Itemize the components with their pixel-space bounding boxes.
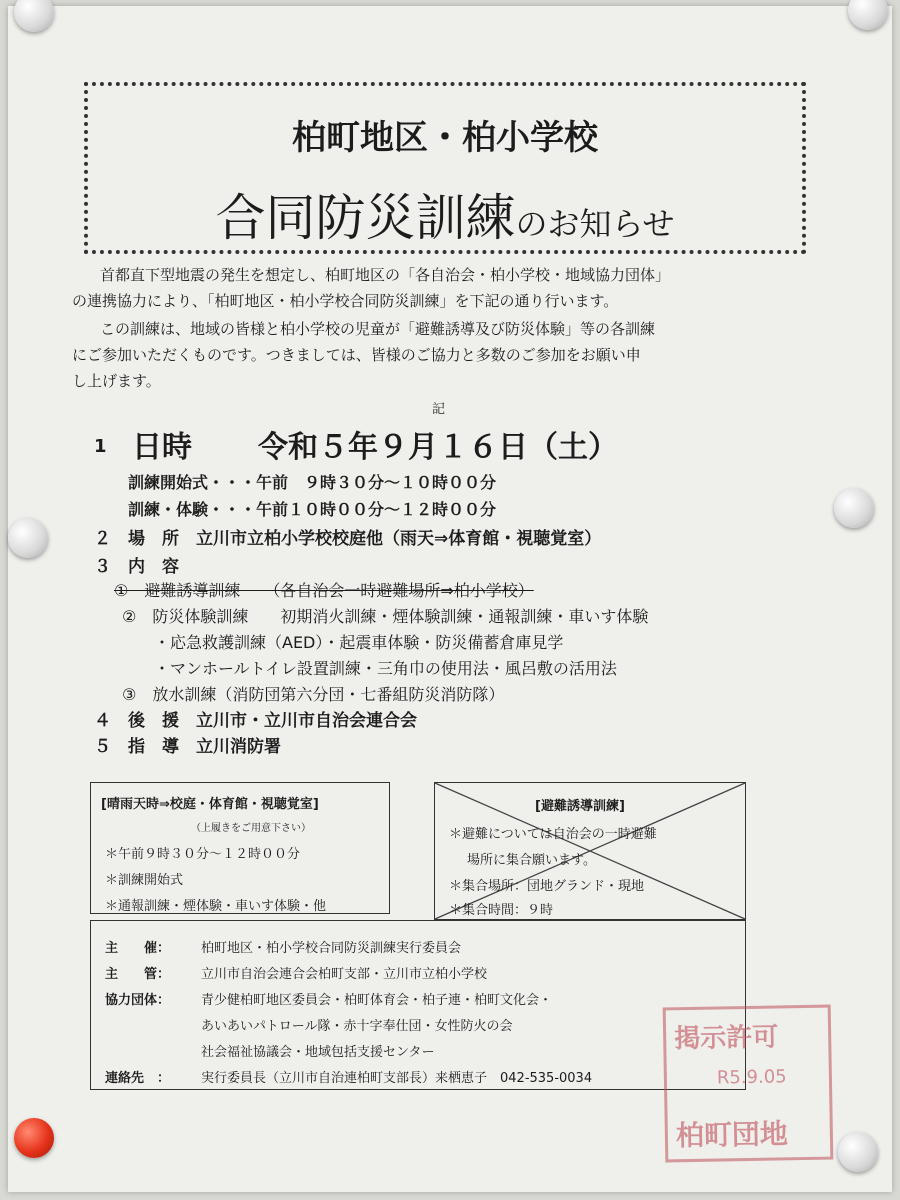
weather-box: [90, 782, 390, 914]
training-time: 訓練・体験・・・午前１０時００分～１２時００分: [128, 500, 497, 519]
item1-number: 1: [94, 436, 107, 457]
evacuation-box-line-1: ＊避難については自治会の一時避難: [449, 827, 657, 842]
weather-box-heading: [晴雨天時⇒校庭・体育館・視聴覚室]: [101, 797, 319, 812]
red-pushpin-icon: [14, 1118, 54, 1158]
record-mark: 記: [432, 402, 446, 417]
pushpin-icon: [8, 518, 48, 558]
sub2-disaster-experience: ② 防災体験訓練 初期消火訓練・煙体験訓練・通報訓練・車いす体験: [122, 607, 649, 626]
cooperation-line-2: あいあいパトロール隊・赤十字奉仕団・女性防火の会: [201, 1019, 513, 1034]
evacuation-box: [434, 782, 746, 920]
weather-box-line-1: ＊午前９時３０分～１２時００分: [105, 847, 301, 862]
stamp-line-1: 掲示許可: [673, 1022, 779, 1055]
title-suffix: のお知らせ: [515, 205, 675, 243]
manager-label: 主 管：: [105, 967, 171, 982]
item3-content: ３ 内 容: [94, 557, 179, 577]
intro-line-5: し上げます。: [72, 372, 161, 390]
title-line2: [88, 178, 802, 250]
sub2-line3: ・マンホールトイレ設置訓練・三角巾の使用法・風呂敷の活用法: [154, 659, 617, 678]
item5-guidance: ５ 指 導 立川消防署: [94, 737, 281, 757]
organizer-value: 柏町地区・柏小学校合同防災訓練実行委員会: [201, 941, 462, 956]
organizer-label: 主 催：: [105, 941, 171, 956]
cooperation-line-3: 社会福祉協議会・地域包括支援センター: [201, 1045, 435, 1060]
sub3-water-discharge: ③ 放水訓練（消防団第六分団・七番組防災消防隊）: [122, 685, 505, 704]
pushpin-icon: [838, 1132, 878, 1172]
sub1-evacuation-crossed: ① 避難誘導訓練 （各自治会一時避難場所⇒柏小学校）: [114, 581, 534, 600]
opening-time: 訓練開始式・・・午前 ９時３０分～１０時００分: [128, 473, 497, 492]
notice-paper: [8, 6, 892, 1192]
item2-location: ２ 場 所 立川市立柏小学校校庭他（雨天⇒体育館・視聴覚室）: [94, 529, 602, 549]
item4-support: ４ 後 援 立川市・立川市自治会連合会: [94, 711, 417, 731]
evacuation-box-line-3: ＊集合場所：団地グランド・現地: [449, 879, 645, 894]
approval-stamp: [663, 1005, 834, 1163]
pushpin-icon: [834, 488, 874, 528]
item1-label: 日時: [132, 430, 192, 465]
weather-box-line-2: ＊訓練開始式: [105, 873, 184, 888]
intro-line-3: この訓練は、地域の皆様と柏小学校の児童が「避難誘導及び防災体験」等の各訓練: [100, 320, 656, 338]
title-box: [84, 82, 806, 254]
intro-line-1: 首都直下型地震の発生を想定し、柏町地区の「各自治会・柏小学校・地域協力団体」: [100, 266, 671, 284]
intro-line-2: の連携協力により、「柏町地区・柏小学校合同防災訓練」を下記の通り行います。: [72, 292, 619, 310]
title-main: 合同防災訓練: [215, 189, 516, 247]
sub2-line2: ・応急救護訓練（AED）・起震車体験・防災備蓄倉庫見学: [154, 633, 564, 652]
evacuation-box-heading: [避難誘導訓練]: [535, 799, 625, 814]
evacuation-box-line-2: 場所に集合願います。: [467, 853, 596, 868]
stamp-line-3: 柏町団地: [675, 1117, 789, 1153]
cooperation-line-1: 青少健柏町地区委員会・柏町体育会・柏子連・柏町文化会・: [201, 993, 553, 1008]
event-date: 令和５年９月１６日（土）: [258, 430, 618, 465]
title-line1: 柏町地区・柏小学校: [292, 118, 598, 158]
weather-box-line-3: ＊通報訓練・煙体験・車いす体験・他: [105, 899, 327, 914]
evacuation-box-line-4: ＊集合時間：９時: [449, 903, 554, 918]
stamp-date: R5.9.05: [716, 1066, 787, 1089]
manager-value: 立川市自治会連合会柏町支部・立川市立柏小学校: [201, 967, 488, 982]
contact-label: 連絡先 ：: [105, 1071, 171, 1086]
contact-value: 実行委員長（立川市自治連柏町支部長）来栖恵子 042-535-0034: [201, 1071, 593, 1086]
intro-line-4: にご参加いただくものです。つきましては、皆様のご協力と多数のご参加をお願い申: [72, 346, 641, 364]
cooperation-label: 協力団体：: [105, 993, 171, 1008]
organizer-info-box: [90, 920, 746, 1090]
weather-box-note: （上履きをご用意下さい）: [191, 823, 311, 834]
